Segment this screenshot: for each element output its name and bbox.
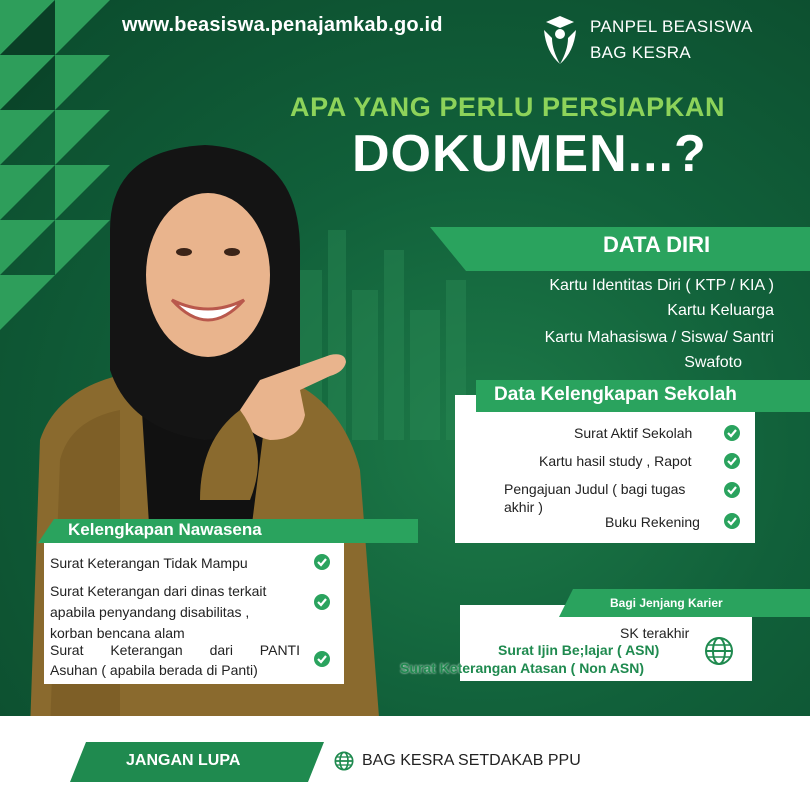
karier-item: SK terakhir bbox=[620, 625, 690, 641]
reminder-label: JANGAN LUPA bbox=[126, 752, 241, 769]
data-diri-item: Kartu Mahasiswa / Siswa/ Santri bbox=[544, 329, 774, 346]
page-title: DOKUMEN...? bbox=[352, 125, 707, 183]
check-circle-icon bbox=[313, 593, 331, 611]
check-circle-icon bbox=[723, 481, 741, 499]
sekolah-item: Surat Aktif Sekolah bbox=[574, 425, 693, 441]
nawasena-heading: Kelengkapan Nawasena bbox=[68, 520, 262, 539]
graduate-logo-icon bbox=[540, 12, 580, 66]
brand-line-2: BAG KESRA bbox=[590, 43, 691, 62]
footer-org: BAG KESRA SETDAKAB PPU bbox=[362, 752, 581, 769]
sekolah-item: Kartu hasil study , Rapot bbox=[539, 453, 692, 469]
data-diri-item: Kartu Keluarga bbox=[667, 302, 774, 319]
check-circle-icon bbox=[723, 424, 741, 442]
nawasena-item: Surat Keterangan dari dinas terkait bbox=[50, 583, 267, 599]
headline: APA YANG PERLU PERSIAPKAN bbox=[290, 92, 726, 122]
globe-icon bbox=[704, 636, 734, 666]
check-circle-icon bbox=[313, 650, 331, 668]
data-diri-item: Swafoto bbox=[684, 354, 742, 371]
globe-icon bbox=[334, 751, 354, 771]
data-diri-heading: DATA DIRI bbox=[603, 232, 711, 257]
sekolah-item: Pengajuan Judul ( bagi tugas bbox=[504, 481, 686, 497]
check-circle-icon bbox=[723, 512, 741, 530]
sekolah-item: Buku Rekening bbox=[605, 514, 700, 530]
nawasena-item: korban bencana alam bbox=[50, 625, 185, 641]
karier-item: Surat Ijin Be;lajar ( ASN) bbox=[498, 642, 660, 658]
nawasena-item: Surat Keterangan Tidak Mampu bbox=[50, 555, 248, 571]
karier-item: Surat Keterangan Atasan ( Non ASN) bbox=[400, 660, 644, 676]
sekolah-heading: Data Kelengkapan Sekolah bbox=[494, 384, 737, 405]
website-url[interactable]: www.beasiswa.penajamkab.go.id bbox=[122, 14, 443, 36]
nawasena-item: Surat Keterangan dari PANTI bbox=[50, 642, 300, 658]
karier-heading: Bagi Jenjang Karier bbox=[610, 596, 723, 610]
nawasena-item: Asuhan ( apabila berada di Panti) bbox=[50, 662, 258, 678]
data-diri-item: Kartu Identitas Diri ( KTP / KIA ) bbox=[549, 277, 774, 294]
check-circle-icon bbox=[313, 553, 331, 571]
check-circle-icon bbox=[723, 452, 741, 470]
brand-line-1: PANPEL BEASISWA bbox=[590, 17, 753, 36]
sekolah-item: akhir ) bbox=[504, 499, 543, 515]
nawasena-item: apabila penyandang disabilitas , bbox=[50, 604, 250, 620]
